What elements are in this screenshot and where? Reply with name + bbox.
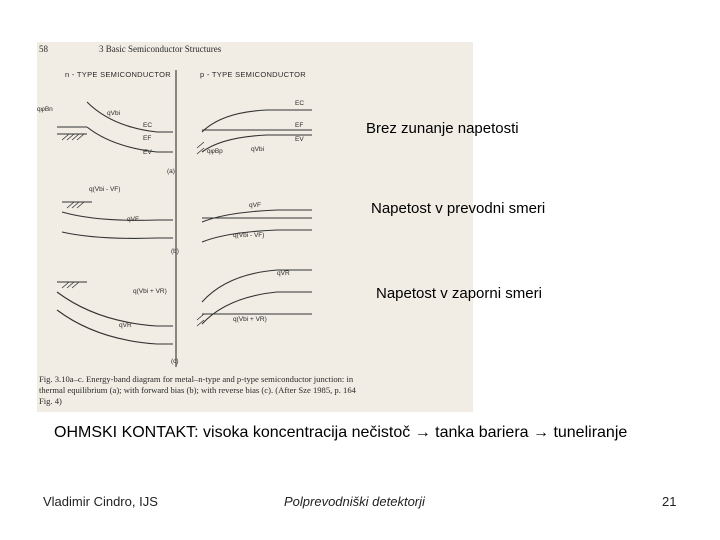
figure-caption-line-1: Fig. 3.10a–c. Energy-band diagram for metal–n-type and p-type semiconductor junction: in [39,374,354,384]
sublabel-c: (c) [171,358,179,365]
label-c-right-top: qVR [277,270,290,277]
note-reverse-bias: Napetost v zaporni smeri [376,285,542,302]
label-c-left-top: q(Vbi + VR) [133,288,167,295]
scanned-figure [37,42,473,412]
label-b-right-bottom: q(Vbi - VF) [233,232,265,239]
label-c-right-bottom: q(Vbi + VR) [233,316,267,323]
label-qvbi-right: qVbi [251,146,265,153]
column-label-p: p - TYPE SEMICONDUCTOR [200,70,306,79]
label-ev-left: EV [143,149,152,156]
note-forward-bias: Napetost v prevodni smeri [371,200,546,217]
label-ec-left: EC [143,122,153,129]
label-b-left-top: q(Vbi - VF) [89,186,121,193]
c-p-ec [202,270,312,302]
footer-author: Vladimir Cindro, IJS [43,494,158,509]
a-n-ec [87,102,173,132]
figure-caption-line-2: thermal equilibrium (a); with forward bias (b); with reverse bias (c). (After Sze 1985, p. 164 [39,385,356,395]
label-qvbi-left: qVbi [107,110,121,117]
label-phi-bn: qφBn [37,106,53,113]
footer-page-number: 21 [662,494,677,509]
ohmic-contact-statement: OHMSKI KONTAKT: visoka koncentracija nečistoč → tanka bariera → tuneliranje [54,424,628,441]
label-ec-right: EC [295,100,305,107]
sublabel-b: (b) [171,248,179,255]
band-diagram-drawing [37,42,473,412]
label-ef-left: EF [143,135,152,142]
label-c-left-bottom: qVR [119,322,132,329]
a-n-ev [87,127,173,152]
figure-caption-line-3: Fig. 4) [39,396,62,406]
label-b-right-top: qVF [249,202,261,209]
c-n-ev [57,310,173,344]
sublabel-a: (a) [167,168,175,175]
b-p-ec [202,210,312,222]
b-n-ec [62,212,173,220]
footer-title: Polprevodniški detektorji [284,494,425,509]
label-phi-bp: qφBp [207,148,223,155]
b-n-ev [62,232,173,238]
scan-page-number: 58 [39,44,48,54]
label-b-left-bottom: qVF [127,216,139,223]
note-no-bias: Brez zunanje napetosti [366,120,519,137]
column-label-n: n - TYPE SEMICONDUCTOR [65,70,171,79]
scan-running-head: 3 Basic Semiconductor Structures [99,44,222,54]
label-ef-right: EF [295,122,304,129]
label-ev-right: EV [295,136,304,143]
